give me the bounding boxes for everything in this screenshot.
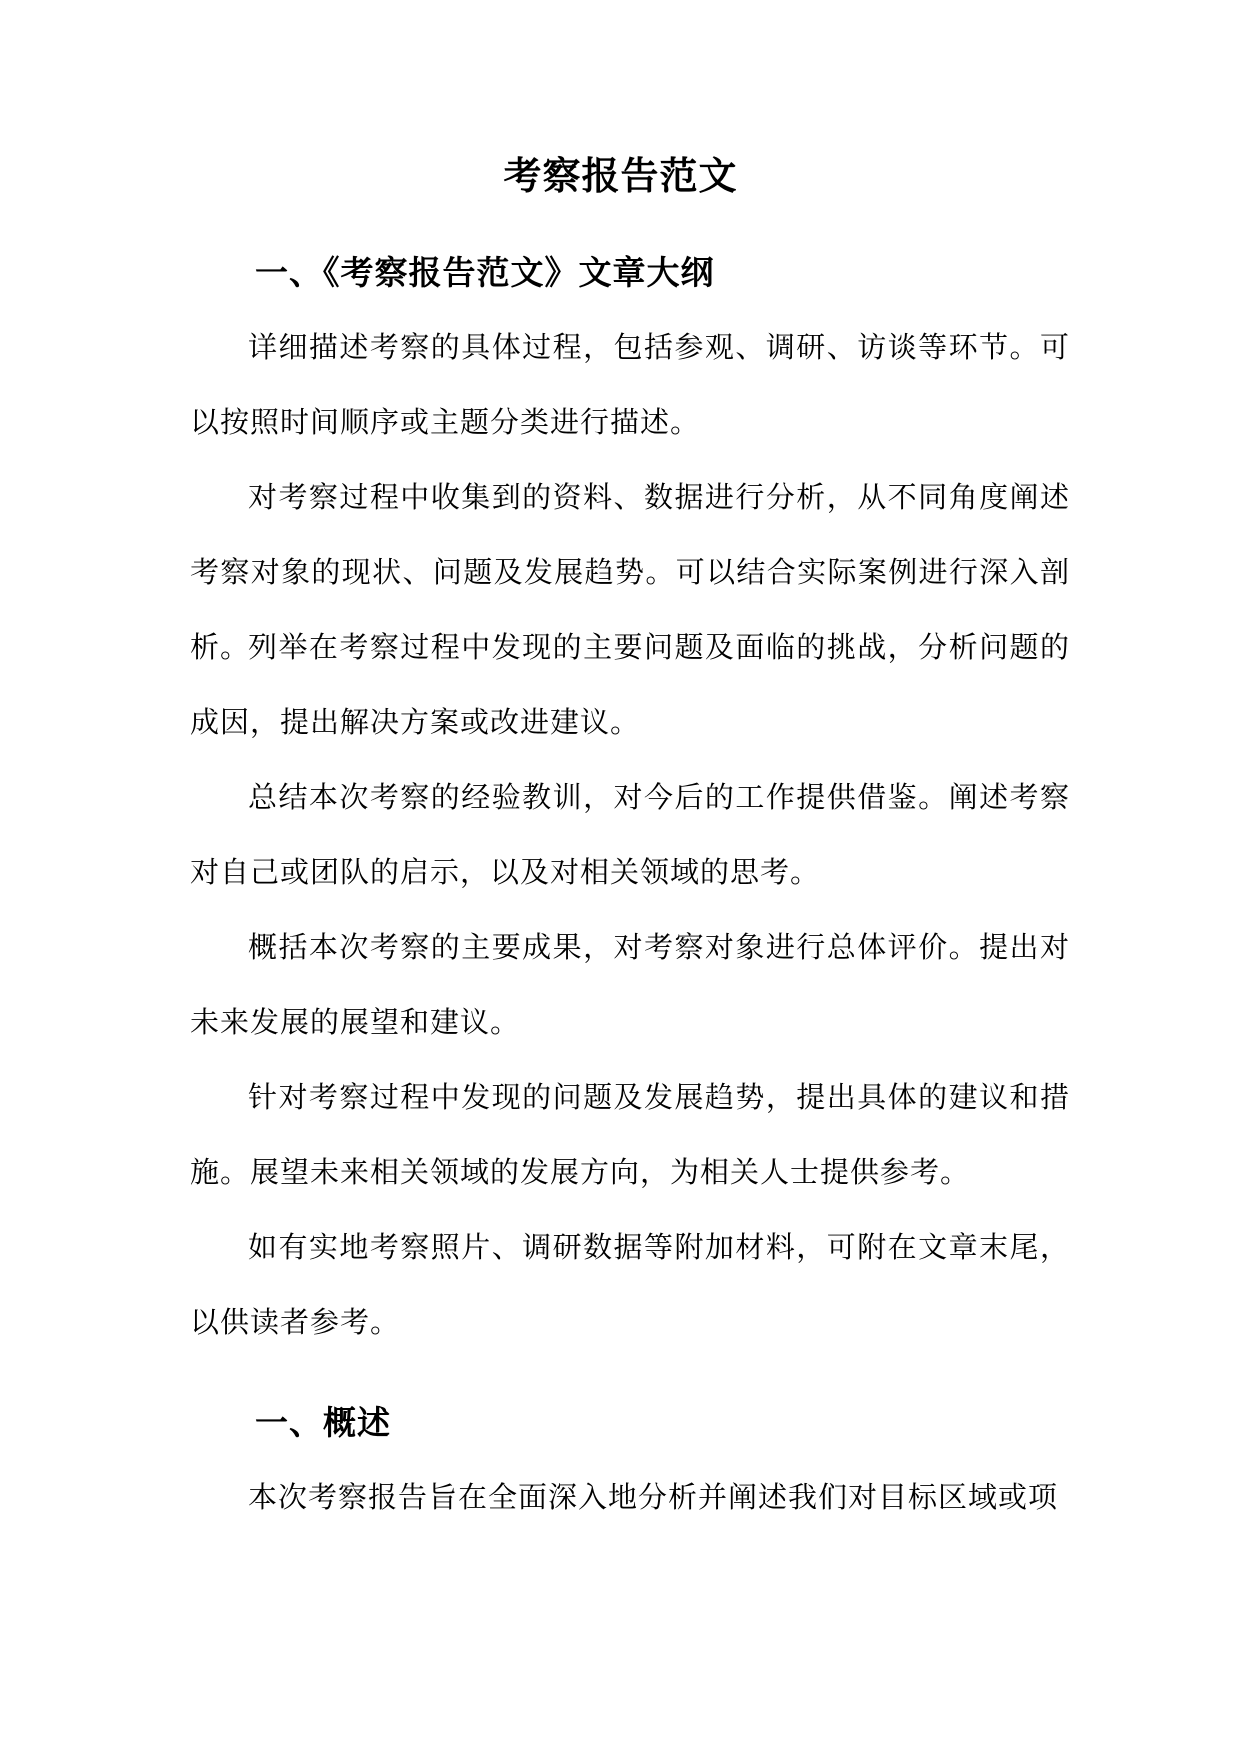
paragraph-analysis: 对考察过程中收集到的资料、数据进行分析，从不同角度阐述考察对象的现状、问题及发展趋势。可以结合实际案例进行深入剖析。 bbox=[190, 480, 1070, 664]
paragraph-process: 详细描述考察的具体过程，包括参观、调研、访谈等环节。可以按照时间顺序或主题分类进行描述。 bbox=[190, 330, 1070, 439]
paragraph-problems: 列举在考察过程中发现的主要问题及面临的挑战，分析问题的成因，提出解决方案或改进建议。 bbox=[190, 630, 1070, 739]
paragraph-overview-intro: 本次考察报告旨在全面深入地分析并阐述我们对目标区域或项 bbox=[248, 1480, 1059, 1514]
section-heading-outline: 一、《考察报告范文》文章大纲 bbox=[255, 253, 715, 292]
paragraph-attachments: 如有实地考察照片、调研数据等附加材料，可附在文章末尾，以供读者参考。 bbox=[190, 1230, 1070, 1339]
paragraph-results: 概括本次考察的主要成果，对考察对象进行总体评价。提出对未来发展的展望和建议。 bbox=[190, 930, 1070, 1039]
paragraph-suggestions: 针对考察过程中发现的问题及发展趋势，提出具体的建议和措施。展望未来相关领域的发展方向，为相关人士提供参考。 bbox=[190, 1080, 1070, 1189]
document-title: 考察报告范文 bbox=[503, 153, 738, 198]
section-heading-overview: 一、概述 bbox=[255, 1403, 391, 1442]
paragraph-lessons: 总结本次考察的经验教训，对今后的工作提供借鉴。阐述考察对自己或团队的启示，以及对相关领域的思考。 bbox=[190, 780, 1070, 889]
